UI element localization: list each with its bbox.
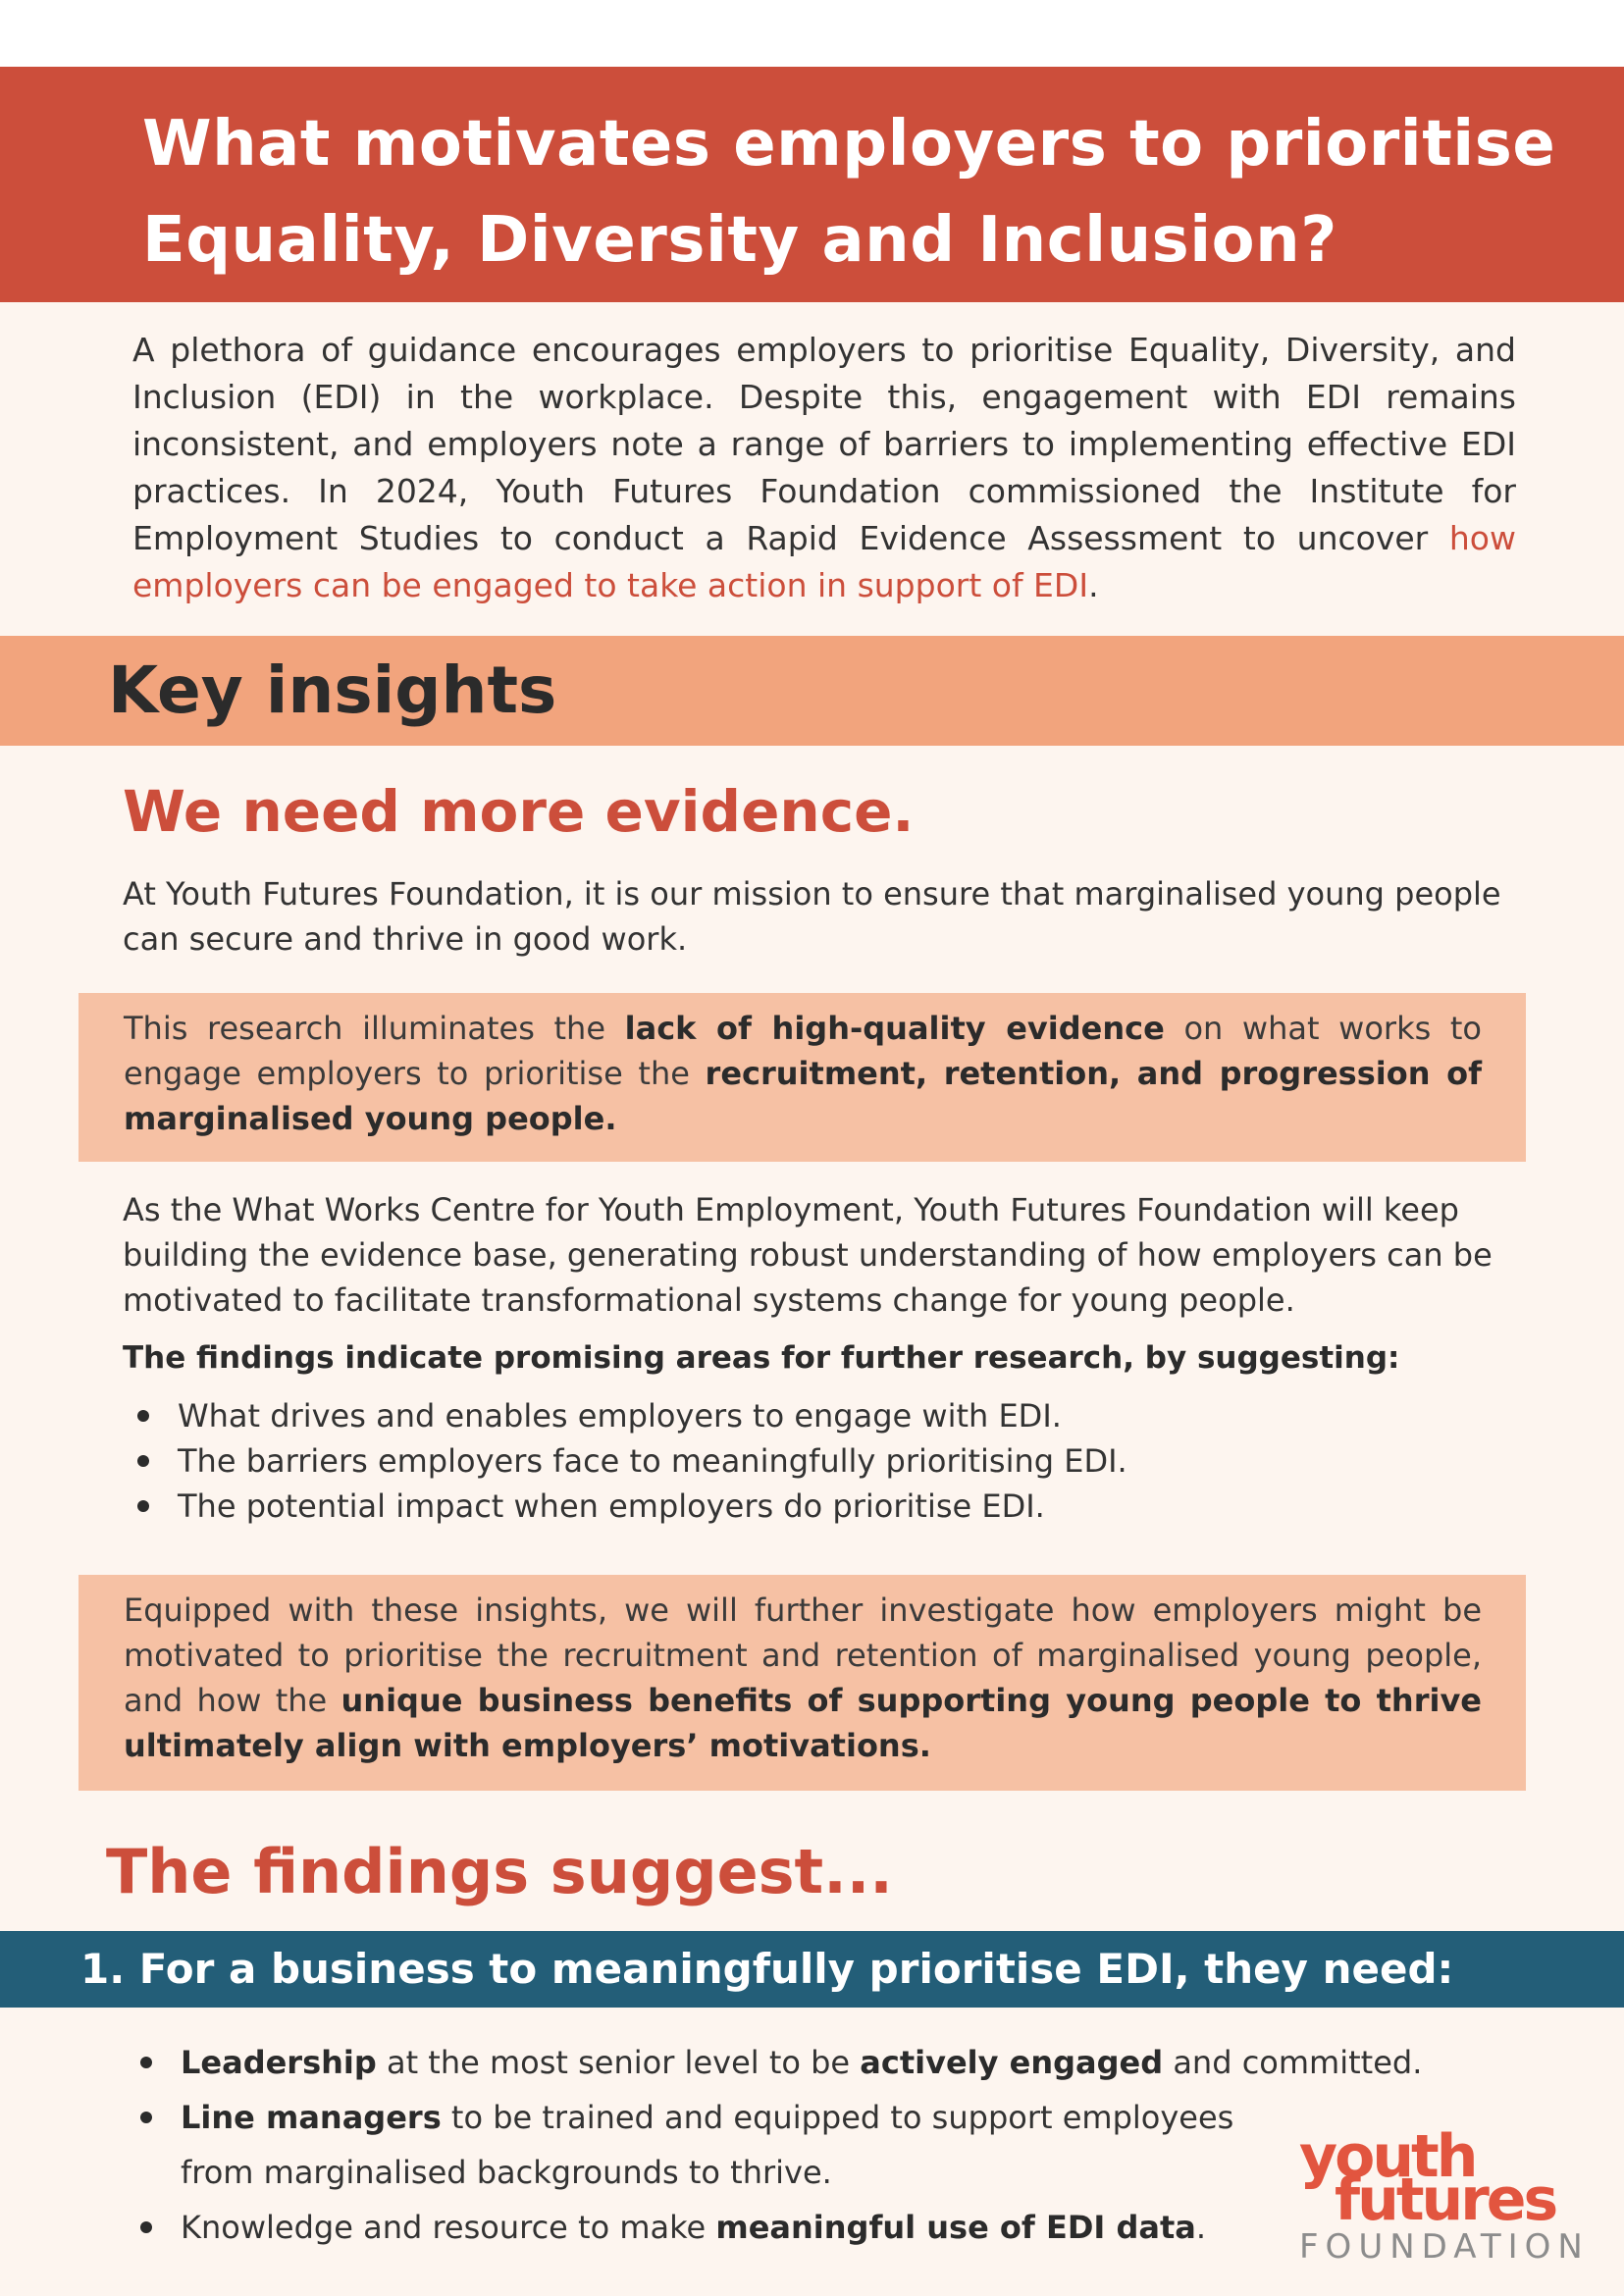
key-insights-banner [0,636,1624,746]
title-line-2: Equality, Diversity and Inclusion? [142,204,1337,277]
highlight-box-insights-text [124,1588,1482,1768]
list-item [123,1438,1506,1484]
title-line-1: What motivates employers to prioritise [142,108,1556,181]
list-item-text: and committed. [1163,2044,1423,2081]
list-item-text: from marginalised backgrounds to thrive. [181,2154,832,2191]
list-item-text: to be trained and equipped to support employees [441,2099,1234,2136]
evidence-subheading: We need more evidence. [123,778,915,845]
highlight-box-evidence-text [124,1006,1482,1141]
bullet-icon [140,2221,152,2233]
youth-futures-logo [1293,2122,1598,2267]
list-item [123,1393,1506,1438]
box2-bold-1: unique business benefits of supporting young people to thrive ultimately align with employers’ motivations. [124,1682,1483,1764]
highlight-box-evidence [79,993,1526,1162]
intro-paragraph [132,327,1516,609]
logo-word-futures: futures [1335,2166,1556,2234]
bullet-icon [140,2112,152,2123]
intro-link[interactable]: how employers can be engaged to take action in support of EDI [132,519,1516,604]
engaged-bold: actively engaged [860,2044,1164,2081]
box1-text-1: This research illuminates the [124,1010,625,1047]
box1-bold-2: recruitment, retention, and progression of marginalised young people. [124,1055,1482,1137]
box2-text-1: Equipped with these insights, we will further investigate how employers might be motivated to prioritise the recruitment and retention of marginalised young people, and how the [124,1592,1482,1719]
mission-paragraph: At Youth Futures Foundation, it is our mission to ensure that marginalised young people can secure and thrive in good work. [123,875,1501,958]
intro-end: . [1088,566,1099,604]
list-item-text: at the most senior level to be [376,2044,861,2081]
finding-1-heading: 1. For a business to meaningfully prioritise EDI, they need: [80,1945,1454,1993]
top-margin [0,0,1624,67]
key-insights-heading: Key insights [108,652,557,728]
intro-text: A plethora of guidance encourages employers to prioritise Equality, Diversity, and Inclusion (EDI) in the workplace. Despite this, engagement with EDI remains inconsistent, and employers note a range of barriers to implementing effective EDI practices. In 2024, Youth Futures Foundation commissioned the Institute for Employment Studies to conduct a Rapid Evidence Assessment to uncover [132,331,1516,557]
bullet-icon [137,1455,149,1467]
logo-word-foundation: FOUNDATION [1299,2227,1590,2267]
list-item-text: The barriers employers face to meaningfully prioritising EDI. [178,1442,1127,1480]
box1-bold-1: lack of high-quality evidence [624,1010,1165,1047]
bullet-icon [137,1500,149,1512]
bullet-icon [137,1410,149,1422]
leadership-bold: Leadership [181,2044,377,2081]
bullet-icon [140,2057,152,2068]
line-managers-bold: Line managers [181,2099,442,2136]
list-item-text: Knowledge and resource to make [181,2209,716,2246]
title-banner [0,67,1624,302]
research-areas-lead: The findings indicate promising areas for further research, by suggesting: [123,1340,1400,1376]
list-item-text: What drives and enables employers to engage with EDI. [178,1397,1062,1435]
what-works-paragraph: As the What Works Centre for Youth Employment, Youth Futures Foundation will keep building the evidence base, generating robust understanding of how employers can be motivated to facilitate transformational systems change for young people. [123,1191,1493,1319]
findings-heading: The findings suggest... [106,1836,893,1907]
highlight-box-insights [79,1575,1526,1791]
logo-word-youth: youth [1299,2122,1476,2191]
list-item [126,2035,1499,2090]
list-item-text: The potential impact when employers do prioritise EDI. [178,1487,1045,1525]
finding-1-banner [0,1931,1624,2008]
list-item-text: . [1195,2209,1206,2246]
page-title [142,96,1575,288]
box1-text-2: on what works to engage employers to prioritise the [124,1010,1483,1092]
list-item [123,1484,1506,1529]
edi-data-bold: meaningful use of EDI data [715,2209,1196,2246]
research-areas-list [123,1393,1506,1529]
